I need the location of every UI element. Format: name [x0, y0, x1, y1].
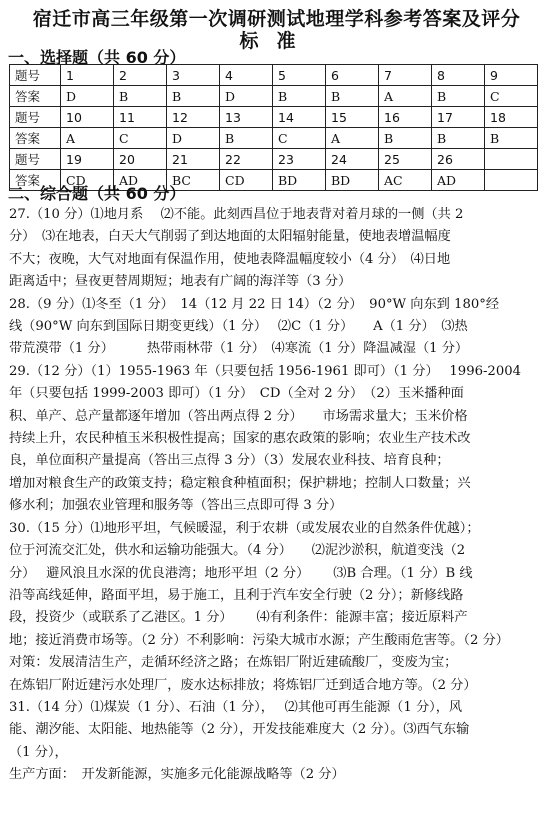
- row-header: 题号: [10, 107, 61, 128]
- answer-text: [9, 204, 549, 787]
- answer-cell: CD: [220, 170, 273, 191]
- section-heading-multiple-choice: 一、选择题（共 60 分）: [8, 48, 186, 67]
- question-number-cell: 26: [432, 149, 485, 170]
- question-number-cell: 24: [326, 149, 379, 170]
- answer-cell: BD: [273, 170, 326, 191]
- text-line: 31.（14 分）⑴煤炭（1 分）、石油（1 分）， ⑵其他可再生能源（1 分），风: [9, 699, 463, 715]
- question-number-cell: 17: [432, 107, 485, 128]
- answer-cell: CD: [61, 170, 114, 191]
- question-number-cell: 12: [167, 107, 220, 128]
- answer-cell: A: [61, 128, 114, 149]
- question-number-cell: 20: [114, 149, 167, 170]
- question-number-cell: [485, 149, 538, 170]
- answer-cell: B: [379, 128, 432, 149]
- question-number-cell: 13: [220, 107, 273, 128]
- row-header: 题号: [10, 149, 61, 170]
- answer-row: [10, 128, 538, 149]
- answer-cell: C: [485, 86, 538, 107]
- answer-cell: B: [432, 86, 485, 107]
- question-number-cell: 2: [114, 65, 167, 86]
- text-line: 29.（12 分）（1）1955-1963 年（只要包括 1956-1961 即可）（1 分） 1996-2004: [9, 363, 521, 379]
- answer-cell: B: [432, 128, 485, 149]
- answer-cell: B: [220, 128, 273, 149]
- answer-cell: B: [485, 128, 538, 149]
- answer-cell: C: [273, 128, 326, 149]
- answer-cell: AD: [432, 170, 485, 191]
- question-number-cell: 7: [379, 65, 432, 86]
- text-line: 28.（9 分）⑴冬至（1 分） 14（12 月 22 日 14）（2 分） 90°W 向东到 180°经: [9, 296, 500, 312]
- answer-cell: BD: [326, 170, 379, 191]
- text-line: 线（90°W 向东到国际日期变更线）（1 分） ⑵C（1 分） A（1 分） ⑶热: [9, 319, 468, 335]
- question-number-cell: 11: [114, 107, 167, 128]
- answer-cell: D: [61, 86, 114, 107]
- question-number-cell: 5: [273, 65, 326, 86]
- answer-cell: C: [114, 128, 167, 149]
- question-number-cell: 14: [273, 107, 326, 128]
- text-line: 分） ⑶在地表，白天大气削弱了到达地面的太阳辐射能量，使地表增温幅度: [9, 229, 451, 245]
- answer-cell: B: [273, 86, 326, 107]
- text-line: 带荒漠带（1 分） 热带雨林带（1 分） ⑷寒流（1 分）降温减湿（1 分）: [9, 341, 469, 357]
- question-number-cell: 3: [167, 65, 220, 86]
- text-line: 不大；夜晚，大气对地面有保温作用，使地表降温幅度较小（4 分） ⑷日地: [9, 251, 451, 267]
- question-number-cell: 1: [61, 65, 114, 86]
- question-number-row: [10, 65, 538, 86]
- text-line: 沿等高线延伸，路面平坦，易于施工，且利于汽车安全行驶（2 分）；新修线路: [9, 587, 464, 603]
- row-header: 答案: [10, 86, 61, 107]
- text-line: 积、单产、总产量都逐年增加（答出两点得 2 分） 市场需求量大；玉米价格: [9, 408, 468, 424]
- row-header: 答案: [10, 170, 61, 191]
- text-line: 段，投资少（或联系了乙港区。1 分） ⑷有利条件：能源丰富；接近原料产: [9, 610, 468, 626]
- question-number-cell: 4: [220, 65, 273, 86]
- question-number-cell: 10: [61, 107, 114, 128]
- answer-cell: A: [379, 86, 432, 107]
- question-number-cell: 23: [273, 149, 326, 170]
- text-line: 修水利；加强农业管理和服务等（答出三点即可得 3 分）: [9, 498, 343, 514]
- text-line: 27.（10 分）⑴地月系 ⑵不能。此刻西昌位于地表背对着月球的一侧（共 2: [9, 207, 464, 222]
- answer-cell: B: [326, 86, 379, 107]
- text-line: 生产方面： 开发新能源，实施多元化能源战略等（2 分）: [9, 767, 345, 783]
- question-number-row: [10, 107, 538, 128]
- question-number-cell: 9: [485, 65, 538, 86]
- answer-table: [9, 64, 538, 191]
- answer-cell: [485, 170, 538, 191]
- text-line: 位于河流交汇处，供水和运输功能强大。（4 分） ⑵泥沙淤积，航道变浅（2: [9, 543, 466, 559]
- question-number-cell: 21: [167, 149, 220, 170]
- question-number-cell: 8: [432, 65, 485, 86]
- text-line: 良，单位面积产量提高（答出三点得 3 分）（3）发展农业科技、培育良种；: [9, 453, 450, 469]
- section-heading-comprehensive: 二、综合题（共 60 分）: [8, 184, 186, 203]
- text-line: 地；接近消费市场等。（2 分）不利影响：污染大城市水源；产生酸雨危害等。（2 分）: [9, 632, 509, 648]
- text-line: （1 分），: [9, 744, 68, 760]
- answer-cell: BC: [167, 170, 220, 191]
- answer-cell: AD: [114, 170, 167, 191]
- document-title: 宿迁市高三年级第一次调研测试地理学科参考答案及评分: [32, 8, 521, 30]
- answer-cell: B: [167, 86, 220, 107]
- text-line: 增加对粮食生产的政策支持；稳定粮食种植面积；保护耕地；控制人口数量；兴: [9, 475, 471, 491]
- question-number-cell: 6: [326, 65, 379, 86]
- question-number-row: [10, 149, 538, 170]
- document-title-line2: 标准: [239, 30, 314, 52]
- text-line: 对策：发展清洁生产，走循环经济之路；在炼铝厂附近建硫酸厂，变废为宝；: [9, 655, 458, 671]
- question-number-cell: 22: [220, 149, 273, 170]
- row-header: 题号: [10, 65, 61, 86]
- question-number-cell: 16: [379, 107, 432, 128]
- text-line: 距离适中；昼夜更替周期短；地表有广阔的海洋等（3 分）: [9, 274, 352, 290]
- answer-cell: B: [114, 86, 167, 107]
- question-number-cell: 25: [379, 149, 432, 170]
- answer-cell: D: [220, 86, 273, 107]
- row-header: 答案: [10, 128, 61, 149]
- text-line: 分） 避风浪且水深的优良港湾；地形平坦（2 分） ⑶B 合理。（1 分）B 线: [9, 565, 473, 581]
- text-line: 30.（15 分）⑴地形平坦，气候暖湿，利于农耕（或发展农业的自然条件优越）；: [9, 520, 480, 536]
- text-line: 年（只要包括 1999-2003 即可）（1 分） CD（全对 2 分） （2）玉米播种面: [9, 386, 464, 402]
- question-number-cell: 19: [61, 149, 114, 170]
- text-line: 持续上升，农民种植玉米积极性提高；国家的惠农政策的影响；农业生产技术改: [9, 431, 471, 447]
- answer-row: [10, 86, 538, 107]
- answer-cell: D: [167, 128, 220, 149]
- answer-cell: AC: [379, 170, 432, 191]
- text-line: 能、潮汐能、太阳能、地热能等（2 分），开发技能难度大（2 分）。⑶西气东输: [9, 722, 470, 738]
- text-line: 在炼铝厂附近建污水处理厂，废水达标排放；将炼铝厂迁到适合地方等。（2 分）: [9, 677, 477, 693]
- answer-cell: A: [326, 128, 379, 149]
- question-number-cell: 15: [326, 107, 379, 128]
- question-number-cell: 18: [485, 107, 538, 128]
